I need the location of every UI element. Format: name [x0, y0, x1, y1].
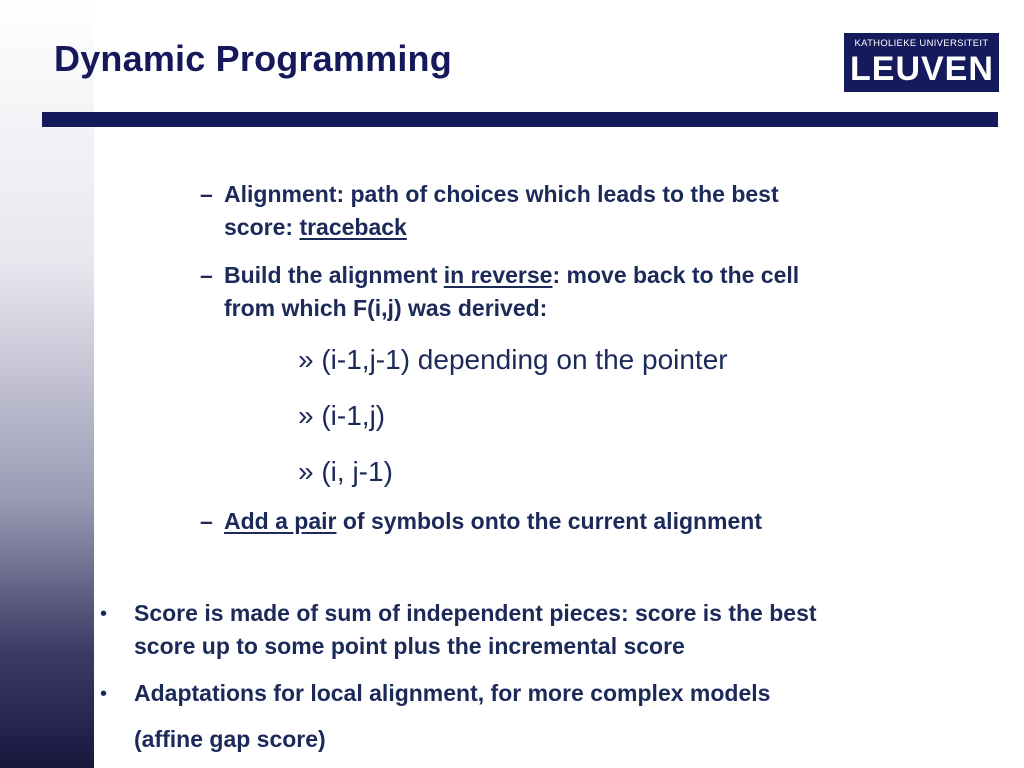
bullet-2-line-2: (affine gap score) — [134, 726, 326, 752]
dash-item-2-line-2: from which F(i,j) was derived: — [224, 295, 548, 321]
logo-main-text: LEUVEN — [850, 50, 994, 88]
bullet-marker: • — [100, 683, 108, 705]
in-reverse-term: in reverse — [443, 262, 553, 288]
add-a-pair-term: Add a pair — [224, 508, 337, 534]
logo-top-text: KATHOLIEKE UNIVERSITEIT — [854, 38, 989, 49]
sub-item-1: » (i-1,j-1) depending on the pointer — [298, 344, 728, 375]
slide-title: Dynamic Programming — [54, 38, 452, 79]
dash-marker: – — [200, 181, 213, 207]
sub-item-2: » (i-1,j) — [298, 400, 386, 431]
bullet-1-line-2: score up to some point plus the incremental score — [134, 633, 685, 659]
header-rule — [42, 112, 998, 127]
dash-item-2-line-1: Build the alignment in reverse: move back to the cell — [224, 262, 800, 288]
bullet-1-line-1: Score is made of sum of independent pieces: score is the best — [134, 600, 817, 626]
bullet-2-line-1: Adaptations for local alignment, for more complex models — [134, 680, 771, 706]
dash-marker: – — [200, 508, 213, 534]
dash-marker: – — [200, 262, 213, 288]
university-logo — [844, 33, 999, 92]
dash-item-1-line-2: score: traceback — [224, 214, 407, 240]
dash-item-3-line: Add a pair of symbols onto the current alignment — [224, 508, 763, 534]
sub-item-3: » (i, j-1) — [298, 456, 393, 487]
bullet-marker: • — [100, 603, 108, 625]
dash-item-1-line-1: Alignment: path of choices which leads to the best — [224, 181, 779, 207]
traceback-term: traceback — [299, 214, 407, 240]
